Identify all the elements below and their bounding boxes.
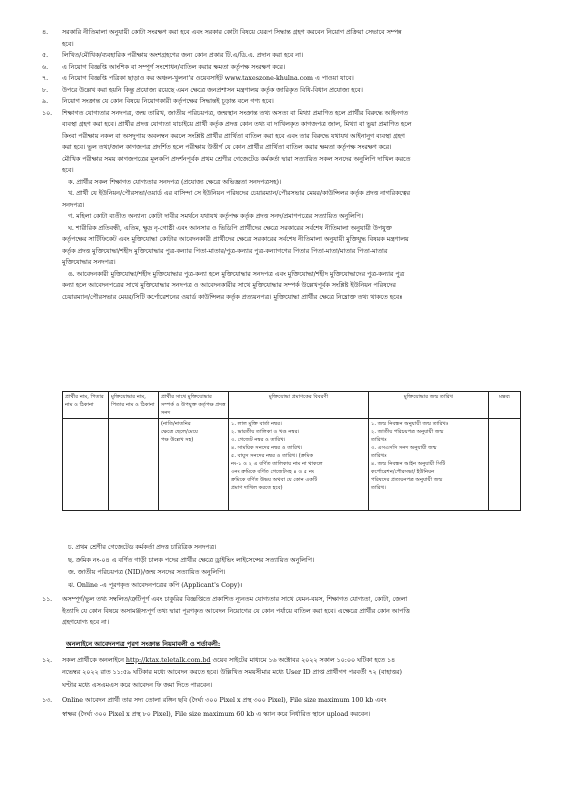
item-number: ১১. <box>42 596 53 603</box>
table-cell-line: ক্ষেত্রে ছেলে/মেয়ে <box>161 429 198 435</box>
item-number: ৮. <box>42 86 49 94</box>
item-number: ৬. <box>42 63 49 71</box>
table-cell-line: ৩. গেজেট নম্বর ও তারিখ। <box>231 437 286 443</box>
sub-item-line: চ. প্রথম শ্রেণীর গেজেটেড কর্মকর্তা প্রদত্ত চারিত্রিক সনদপত্র। <box>68 544 217 551</box>
sub-item-line: কন্যা হলে আবেদনপত্রের সাথে মুক্তিযোদ্ধার সনদপত্র ও আবেদনকারীর সাথে মুক্তিযোদ্ধার সম্পর্ক উল্লেখপূর্বক সংশ্লিষ্ট ইউনিয়ন পরিষদের <box>62 282 396 289</box>
item-text-line <box>62 655 522 666</box>
item-text-fragment: ওয়েব সাইটের মাধ্যমে ১৬ অক্টোবর ২০২২ সকাল ১০:০০ ঘটিকা হতে ১৪ <box>210 656 396 664</box>
sub-item-line: জ. জাতীয় পরিচয়পত্র (NID)/জন্ম সনদের সত্যায়িত অনুলিপি। <box>68 569 226 576</box>
table-cell-dob <box>369 419 489 511</box>
table-cell-line: ৩নং ক্রমিকে বর্ণিত গেজেটসহ ৪ ও ৫ নং <box>231 469 315 475</box>
item-text-line: ব্যবস্থা গ্রহণ করা হবে। প্রার্থীর প্রদত্ত যোগ্যতা যাচাইয়ে প্রার্থী কর্তৃক প্রদত্ত কোন তথ্য বা দাখিলকৃত কাগজপত্র জাল, মিথ্যা বা ভুয়া প্রমাণিত হলে <box>62 121 412 128</box>
table-header-cell: প্রার্থীর সাথে মুক্তিযোদ্ধার সম্পর্ক ও উপযুক্ত কর্তৃপক্ষ প্রদত্ত সনদ <box>159 392 229 419</box>
item-number: ৭. <box>42 75 49 82</box>
item-text-line: Online আবেদন প্রার্থী তার সদ্য তোলা রঙ্গিন ছবি (দৈর্ঘ্য ৩০০ Pixel x প্রস্থ ৩০০ Pixel), File size maximum 100 kb এবং <box>62 697 387 704</box>
table-cell-line: তারিখঃ <box>371 453 387 459</box>
table-cell-proof <box>229 419 369 511</box>
table-cell-line: নং-১ ও ২ এ বর্ণিত তালিকায় নাম না থাকলে <box>231 461 323 467</box>
item-text-line: এ নিয়োগ বিজ্ঞপ্তি আংশিক বা সম্পূর্ণ সংশোধন/বাতিল করার ক্ষমতা কর্তৃপক্ষ সংরক্ষণ করে। <box>62 63 286 71</box>
item-text-line: হবে। <box>62 40 74 48</box>
item-text-line: কিংবা পরীক্ষায় নকল বা অসদুপায় অবলম্বন করলে সংশ্লিষ্ট প্রার্থীর প্রার্থিতা বাতিল করা হবে এবং তার বিরুদ্ধে যথাযথ আইনানুগ ব্যবস্থা গ্রহণ <box>62 132 405 140</box>
table-cell-line: ২. জাতীয় পরিচয়পত্র অনুযায়ী জন্ম <box>371 429 444 435</box>
table-cell-line: তারিখঃ <box>371 437 387 443</box>
freedom-fighter-info-table <box>62 391 521 511</box>
table-header-cell: মন্তব্য <box>489 392 521 419</box>
table-header-cell: মুক্তিযোদ্ধার নাম, পিতার নাম ও ঠিকানা <box>109 392 159 419</box>
item-text-line: শিক্ষাগত যোগ্যতার সনদপত্র, জন্ম তারিখ, জাতীয় পরিচয়পত্র, জন্মস্থান সংক্রান্ত তথ্য অসত্য বা মিথ্যা প্রমাণিত হলে প্রার্থীর বিরুদ্ধে আইনগত <box>62 109 408 117</box>
application-website-link[interactable]: http://ktax.teletalk.com.bd <box>125 656 211 664</box>
item-text-line: হবে। <box>62 167 74 174</box>
item-text-line: নিয়োগ সংক্রান্ত যে কোন বিষয়ে নিয়োগকারী কর্তৃপক্ষের সিদ্ধান্তই চূড়ান্ত বলে গণ্য হবে। <box>62 98 274 105</box>
sub-item-line: সনদপত্র। <box>62 201 85 209</box>
table-cell-line: (নাতি/নাতনির <box>161 421 191 427</box>
table-cell-line: ক্রমিকে বর্ণিত উভয় অথবা যে কোন একটি <box>231 477 318 483</box>
table-header-cell: মুক্তিযোদ্ধা প্রমাণকের বিবরণী <box>229 392 369 419</box>
sub-item-line: ঙ. আবেদনকারী মুক্তিযোদ্ধা/শহীদ মুক্তিযোদ্ধার পুত্র-কন্যা হলে মুক্তিযোদ্ধার সনদপত্র এবং মুক্তিযোদ্ধা/শহীদ মুক্তিযোদ্ধাদের পুত্র-কন্যার পুত্র <box>68 270 405 278</box>
table-cell-line: ২. ভারতীয় তালিকা ও খণ্ড নম্বর। <box>231 429 300 435</box>
table-cell-line: ৫. বাযুস সনদের নম্বর ও তারিখ। (ক্রমিক <box>231 453 314 459</box>
sub-item-line: চেয়ারম্যান/পৌরসভার মেয়র/সিটি কর্পোরেশনের ওয়ার্ড কাউন্সিলর কর্তৃক প্রত্যয়নপত্র। মুক্তিযোদ্ধা প্রার্থীর ক্ষেত্রে নিম্নোক্ত তথ্য থাকতে হবেঃ <box>62 293 403 301</box>
sub-item-line: ঝ. Online -এ পূরণকৃত আবেদনপত্রের কপি (Applicant's Copy)। <box>68 581 243 589</box>
table-cell-remarks <box>489 419 521 511</box>
sub-item-line: গ. মহিলা কোটা ব্যতীত অন্যান্য কোটা দাবীর সমর্থনে যথাযথ কর্তৃপক্ষ কর্তৃক প্রদত্ত সনদ/প্রমাণপত্রের সত্যায়িত অনুলিপি। <box>68 213 363 220</box>
item-number: ৫. <box>42 52 49 59</box>
table-cell-line: ৩. এসএসসি সনদ অনুযায়ী জন্ম <box>371 445 437 451</box>
sub-item-line: খ. প্রার্থী যে ইউনিয়ন/পৌরসভা/ওয়ার্ড এর বাসিন্দা সে ইউনিয়ন পরিষদের চেয়ারম্যান/পৌরসভার মেয়র/কাউন্সিলর কর্তৃক প্রদত্ত নাগরিকত্বের <box>68 190 410 197</box>
table-cell-candidate <box>63 419 109 511</box>
table-cell-line: ১. লাল মুক্তি বার্তা নম্বর। <box>231 421 282 427</box>
table-cell-line: কর্পোরেশন/পৌরসভা/ ইউনিয়ন <box>371 469 435 475</box>
item-text-line: উপরে উল্লেখ করা হয়নি কিন্তু প্রযোজ্য রয়েছে এমন ক্ষেত্রে জনপ্রশাসন মন্ত্রণালয় কর্তৃক জারিকৃত বিধি-বিধান প্রযোজ্য হবে। <box>62 86 363 94</box>
table-cell-line: ৪. সাময়িক সনদের নম্বর ও তারিখ। <box>231 445 303 451</box>
table-cell-freedom-fighter <box>109 419 159 511</box>
item-number: ৯. <box>42 98 49 105</box>
table-header-cell: প্রার্থীর নাম, পিতার নাম ও ঠিকানা <box>63 392 109 419</box>
item-text-line: লিখিত/মৌখিক/ব্যবহারিক পরীক্ষায় অংশগ্রহণের জন্য কোন প্রকার টি.এ/ডি.এ. প্রদান করা হবে না। <box>62 52 304 59</box>
sub-item-line: ক. প্রার্থীর সকল শিক্ষাগত যোগ্যতার সনদপত্র (প্রযোজ্য ক্ষেত্রে অভিজ্ঞতা সনদপত্রসহ)। <box>68 178 282 186</box>
sub-item-line: মুক্তিযোদ্ধার সনদপত্র। <box>62 259 116 266</box>
item-number: ১২. <box>42 656 53 664</box>
item-text-line: ইত্যাদি যে কোন বিষয়ে অসামঞ্জস্যপূর্ণ তথ্য দ্বারা পূরণকৃত আবেদন নিয়োগের যে কোন পর্যায়ে বাতিল করা হবে। এক্ষেত্রে প্রার্থীর কোন আপত্তি <box>62 607 410 615</box>
sub-item-line: ঘ. শারীরিক প্রতিবন্ধী, এতিম, ক্ষুদ্র নৃ-গোষ্ঠী এবং আনসার ও ভিডিপি প্রার্থীদের ক্ষেত্রে সরকারের সর্বশেষ নীতিমালা অনুযায়ী উপযুক্ত <box>68 224 392 232</box>
item-text-line: মৌখিক পরীক্ষার সময় কাগজপত্রের মূলকপি প্রদর্শনপূর্বক প্রথম শ্রেণীর গেজেটেড কর্মকর্তা দ্বারা সত্যায়িত সকল সনদের অনুলিপি দাখিল করতে <box>62 155 411 163</box>
table-header-cell: মুক্তিযোদ্ধার জন্ম তারিখ <box>369 392 489 419</box>
item-number: ৪. <box>42 29 49 36</box>
item-text-line: নভেম্বর ২০২২ রাত ১১:৫৯ ঘটিকার মধ্যে আবেদন করতে হবে। উল্লিখিত সময়সীমার মধ্যে User ID প্রাপ্ত প্রার্থীগণ পরবর্তী ৭২ (বাহাত্তর) <box>62 669 402 676</box>
table-cell-line: পক্ষ উল্লেখ সহ) <box>161 437 194 443</box>
section-heading: অনলাইনে আবেদনপত্র পূরণ সংক্রান্ত নিয়মাবলী ও শর্তাবলী: <box>66 639 221 648</box>
table-cell-line: পরিষদের প্রত্যয়নপত্র অনুযায়ী জন্ম <box>371 477 443 483</box>
item-text-line: গ্রহণযোগ্য হবে না। <box>62 619 109 626</box>
item-text-fragment: সকল প্রার্থীকে অনলাইনে <box>62 656 126 664</box>
table-cell-line: তারিখ। <box>371 485 386 491</box>
item-text-line: ঘণ্টার মধ্যে এসএমএস করে আবেদন ফি জমা দিতে পারবেন। <box>62 681 213 689</box>
sub-item-line: কর্তৃপক্ষের সার্টিফিকেট এবং মুক্তিযোদ্ধা কোটার আবেদনকারী প্রার্থীদের ক্ষেত্রে সরকারের সর্বশেষ নীতিমালা অনুযায়ী মুক্তিযুদ্ধ বিষয়ক মন্ত্রণালয় <box>62 236 409 243</box>
table-cell-line: ৪. জন্ম নিবন্ধন আইন অনুযায়ী সিটি <box>371 461 446 467</box>
table-cell-line: প্রমাণ দাখিল করতে হবে) <box>231 485 283 491</box>
item-number: ১০. <box>42 109 53 117</box>
table-cell-line: ১. জন্ম নিবন্ধন অনুযায়ী জন্ম তারিখঃ <box>371 421 449 427</box>
item-text-line: করা হবে। ভুল তথ্য/জাল কাগজপত্র প্রদর্শিত হলে পরীক্ষায় উত্তীর্ণ যে কোন প্রার্থীর প্রার্থিতা বাতিল করার ক্ষমতা কর্তৃপক্ষ সংরক্ষণ করে। <box>62 144 392 151</box>
item-text-line: এ নিয়োগ বিজ্ঞপ্তি পত্রিকা ছাড়াও কর অঞ্চল-খুলনা'র ওয়েবসাইট www.taxeszone-khulna.com এ পাওয়া যাবে। <box>62 75 354 82</box>
item-number: ১৩. <box>42 697 53 704</box>
sub-item-line: ছ. ক্রমিক নং-০৪ এ বর্ণিত গাড়ী চালক পদের প্রার্থীর ক্ষেত্রে ড্রাইভিং লাইসেন্সের সত্যায়িত অনুলিপি। <box>68 556 315 564</box>
sub-item-line: কর্তৃক প্রদত্ত মুক্তিযোদ্ধা/শহীদ মুক্তিযোদ্ধার পুত্র-কন্যার পিতা-মাতার/পুত্র-কন্যার পুত্র-কন্যাগণের পিতার পিতা-মাতা/মাতার পিতা-মাতার <box>62 247 388 255</box>
item-text-line: স্বাক্ষর (দৈর্ঘ্য ৩০০ Pixel x প্রস্থ ৮০ Pixel), File size maximum 60 kb এ স্ক্যান করে নির্ধারিত স্থানে upload করবেন। <box>62 710 371 718</box>
item-text-line: অসম্পূর্ণ/ভুল তথ্য সম্বলিত/ত্রুটিপূর্ণ এবং চাকুরির বিজ্ঞপ্তিতে প্রকাশিত ন্যূনতম যোগ্যতার সাথে যেমন-বয়স, শিক্ষাগত যোগ্যতা, কোটা, জেলা <box>62 596 408 603</box>
table-cell-relation <box>159 419 229 511</box>
item-text-line: সরকারি নীতিমালা অনুযায়ী কোটা সংরক্ষণ করা হবে এবং সরকার কোটা বিষয়ে যেরূপ সিদ্ধান্ত গ্রহণ করবেন নিয়োগ প্রক্রিয়া সেভাবে সম্পন্ন <box>62 29 402 36</box>
